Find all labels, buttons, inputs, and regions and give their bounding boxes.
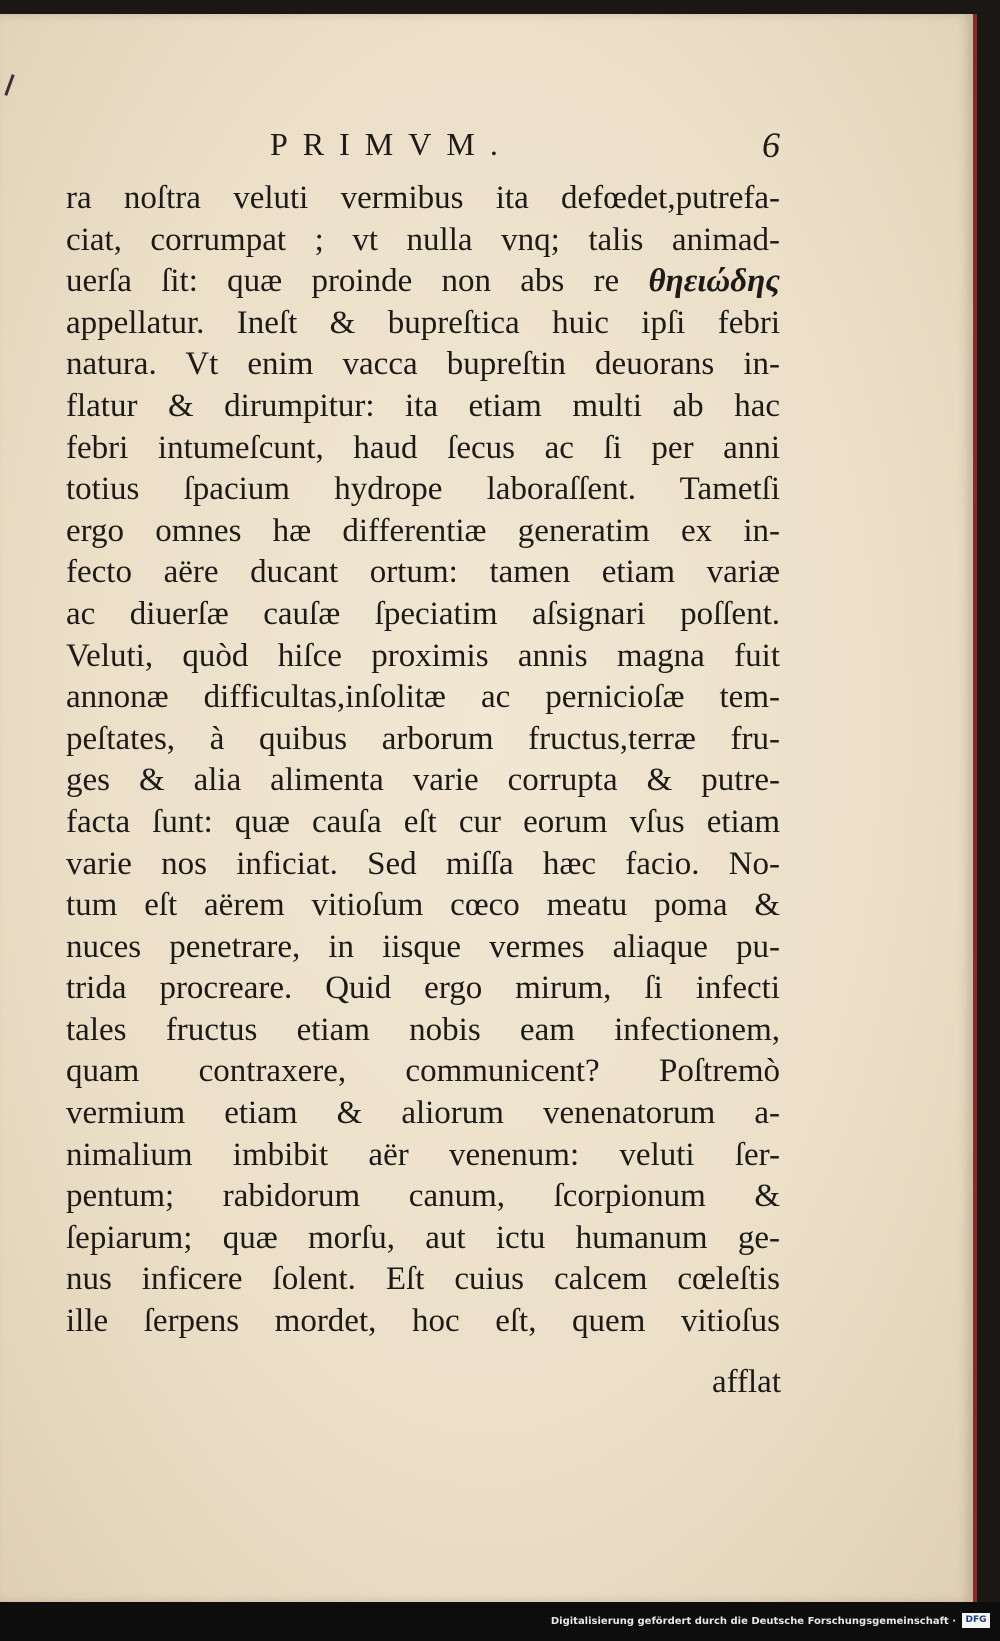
text-line: pentum; rabidorum canum, ſcorpionum & [66,1178,780,1215]
running-head [260,126,780,176]
text-line-with-greek [66,261,780,303]
text-line: nus inficere ſolent. Eſt cuius calcem cœleſtis [66,1261,780,1298]
page-edge [973,14,977,1602]
text-line: flatur & dirumpitur: ita etiam multi ab hac [66,387,780,424]
text-line: ſepiarum; quæ morſu, aut ictu humanum ge- [66,1219,780,1256]
text-line: vermium etiam & aliorum venenatorum a- [66,1095,780,1132]
text-line: ac diuerſæ cauſæ ſpeciatim aſsignari poſſent. [66,595,780,632]
greek-word: θηειώδης [648,263,780,300]
running-title: PRIMVM. [270,126,513,162]
book-page [0,14,977,1602]
text-line-segment: uerſa ſit: quæ proinde non abs re [66,263,620,300]
text-line: ergo omnes hæ differentiæ generatim ex in- [66,512,780,549]
text-line: tales fructus etiam nobis eam infectionem, [66,1011,780,1048]
dfg-logo: DFG [962,1613,990,1628]
text-line: fecto aëre ducant ortum: tamen etiam variæ [66,554,780,591]
text-line: tum eſt aërem vitioſum cœco meatu poma & [66,887,780,924]
text-line: facta ſunt: quæ cauſa eſt cur eorum vſus etiam [66,803,780,840]
catchword: afflat [711,1364,781,1400]
footer-bar [0,1602,1000,1641]
margin-mark [4,74,14,96]
text-line: totius ſpacium hydrope laboraſſent. Tametſi [66,471,780,508]
text-line: trida procreare. Quid ergo mirum, ſi infecti [66,970,780,1007]
text-line: febri intumeſcunt, haud ſecus ac ſi per anni [66,429,780,466]
text-line: natura. Vt enim vacca bupreſtin deuorans in- [66,346,780,383]
text-line: ges & alia alimenta varie corrupta & putre- [66,762,780,799]
text-line: ille ſerpens mordet, hoc eſt, quem vitioſus [66,1303,780,1340]
text-line: quam contraxere, communicent? Poſtremò [66,1053,780,1090]
page-number: 6 [762,125,780,165]
text-line: peſtates, à quibus arborum fructus,terræ fru- [66,720,780,757]
text-line: ciat, corrumpat ; vt nulla vnq; talis animad- [66,221,780,258]
text-line: Veluti, quòd hiſce proximis annis magna fuit [66,637,780,674]
text-line: varie nos inficiat. Sed miſſa hæc facio. No- [66,845,780,882]
text-line: nuces penetrare, in iisque vermes aliaque pu- [66,928,780,965]
text-line: nimalium imbibit aër venenum: veluti ſer- [66,1136,780,1173]
text-line: ra noſtra veluti vermibus ita defœdet,putrefa- [66,180,780,216]
text-line: annonæ difficultas,inſolitæ ac pernicioſæ tem- [66,679,780,716]
text-block [66,178,780,1343]
footer-credit: Digitalisierung gefördert durch die Deutsche Forschungsgemeinschaft · [550,1616,956,1627]
text-line: appellatur. Ineſt & bupreſtica huic ipſi febri [66,304,780,341]
